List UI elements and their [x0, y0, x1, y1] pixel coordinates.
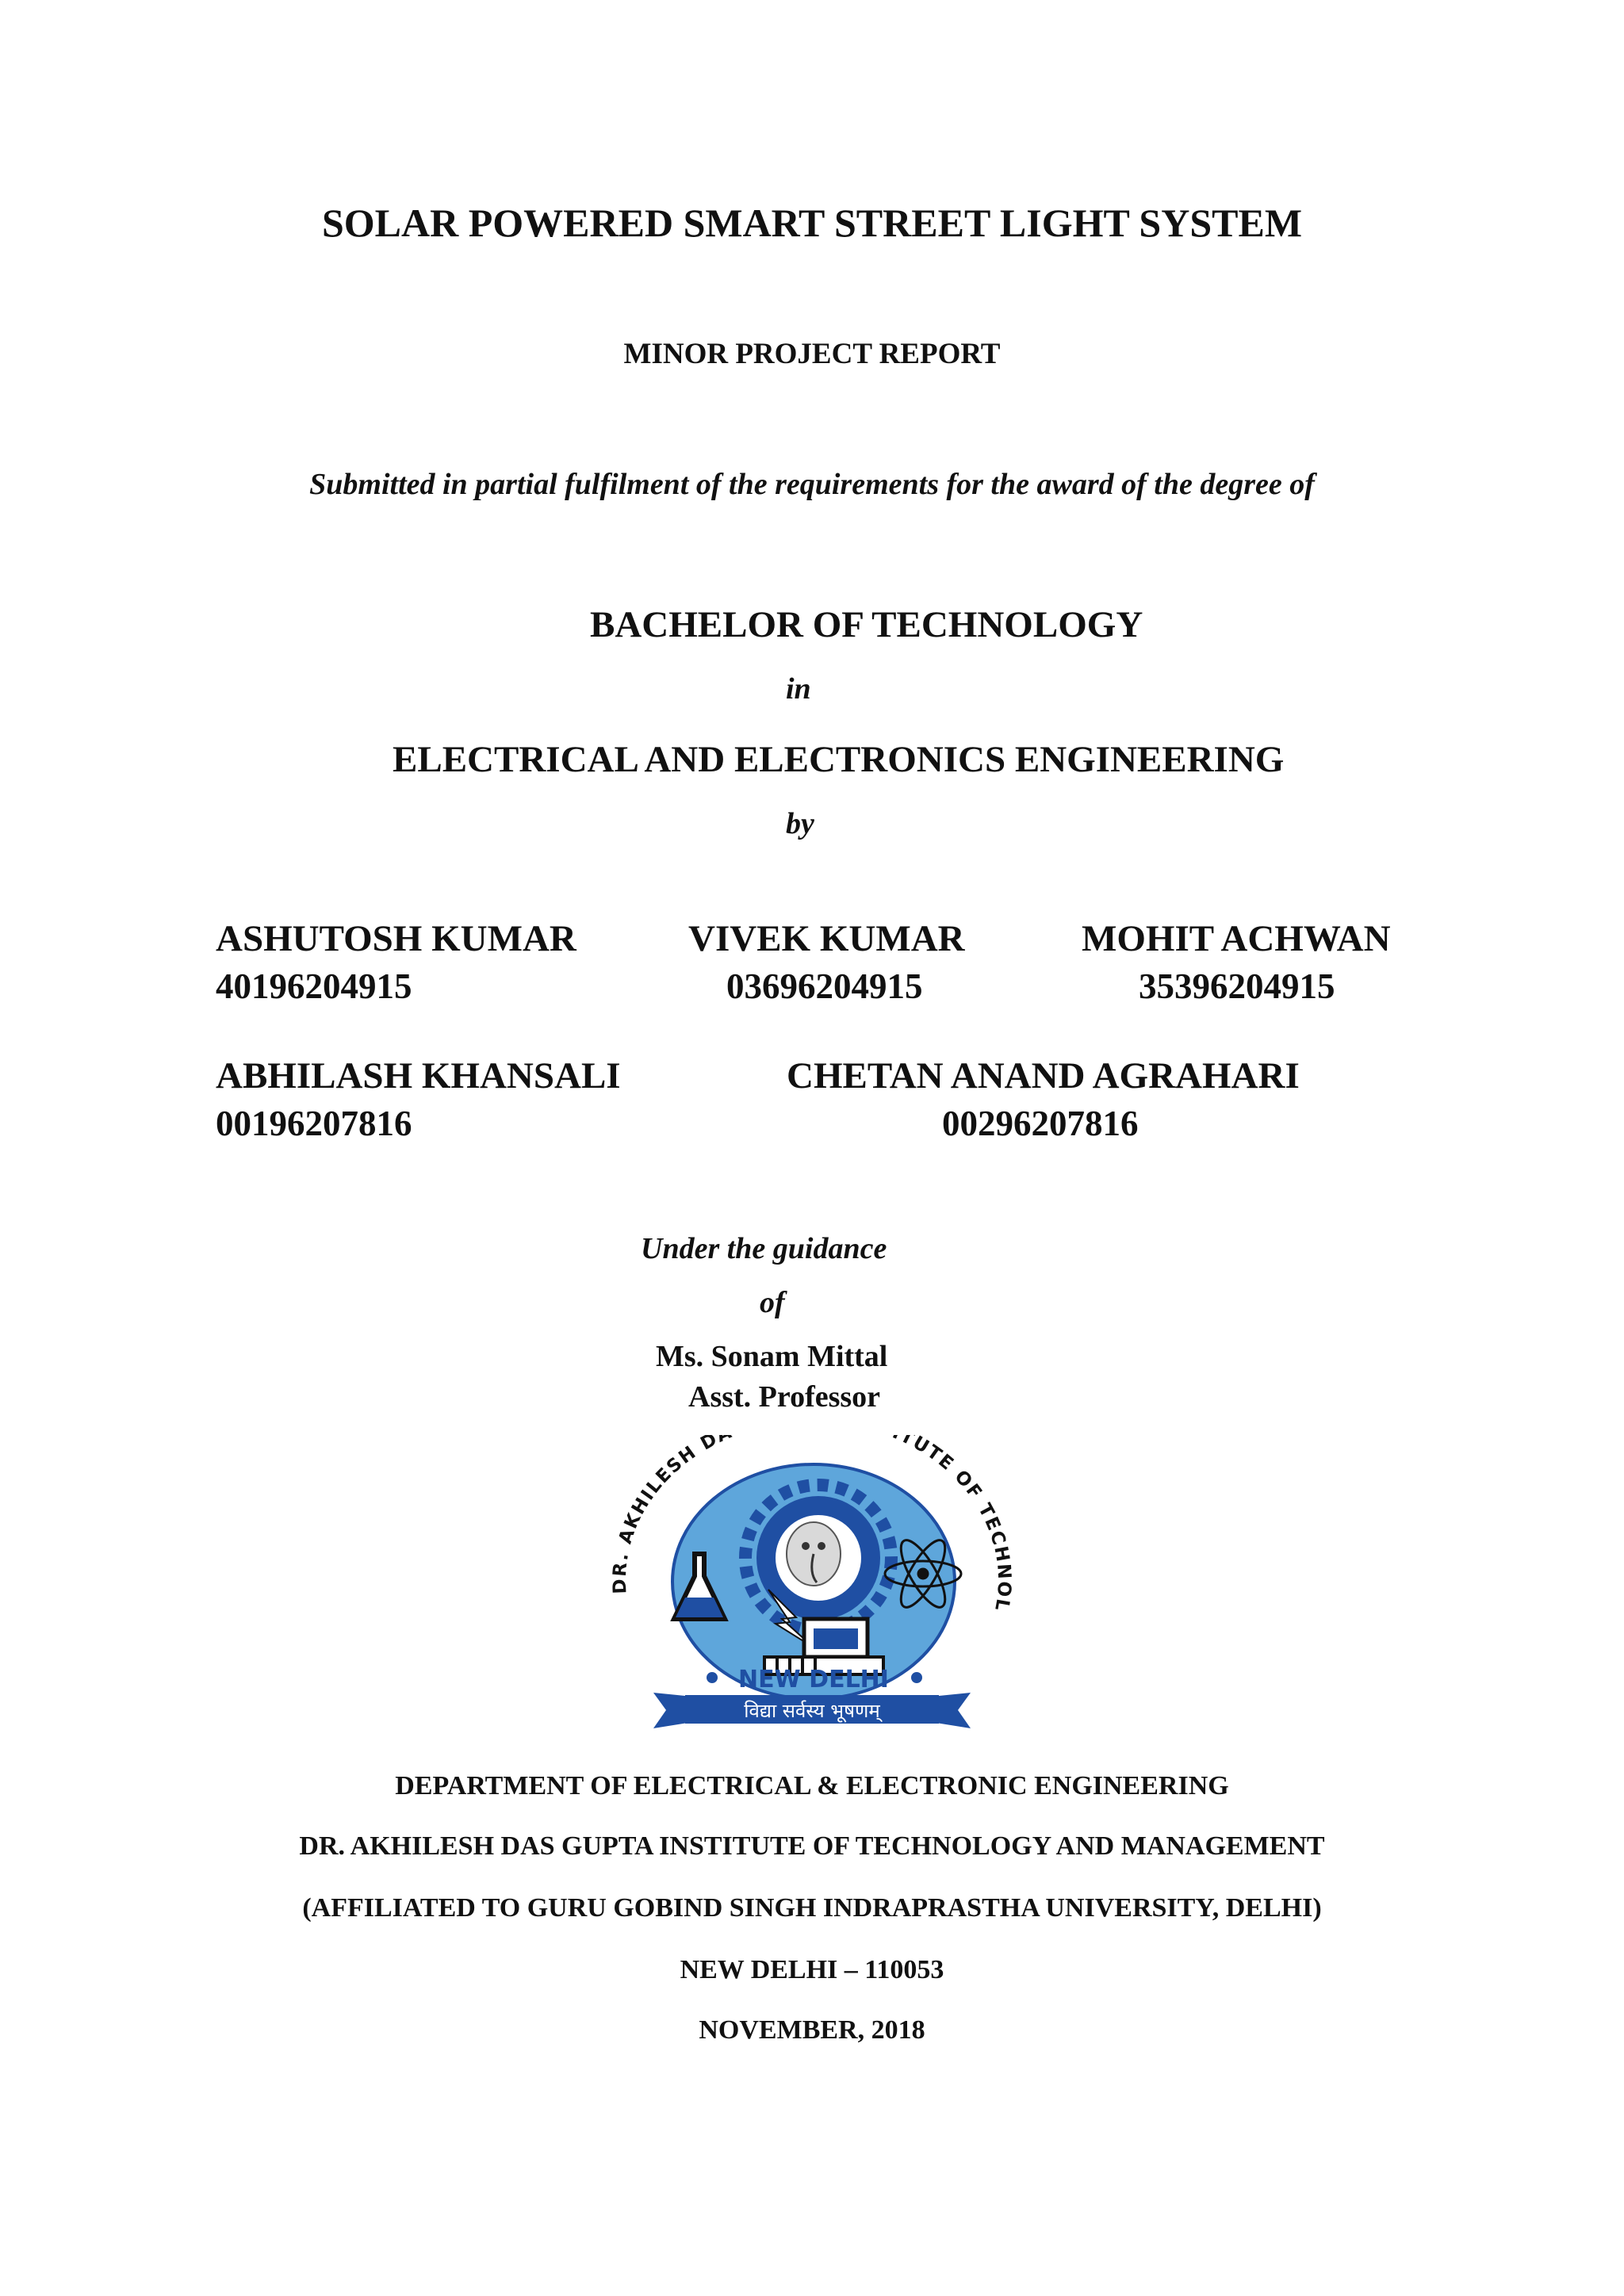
- logo-motto: विद्या सर्वस्य भूषणम्: [744, 1700, 880, 1722]
- submission-note: Submitted in partial fulfilment of the requirements for the award of the degree of: [309, 468, 1315, 501]
- institute-logo: [606, 1435, 1018, 1728]
- logo-arc-text: DR. AKHILESH D TUTE OF TECHNOL: [609, 1435, 1015, 1613]
- student-roll: 00296207816: [942, 1104, 1139, 1143]
- report-type: MINOR PROJECT REPORT: [623, 338, 1001, 370]
- by-word: by: [786, 807, 814, 840]
- department-name: DEPARTMENT OF ELECTRICAL & ELECTRONIC ENGINEERING: [395, 1771, 1229, 1800]
- guidance-line: Under the guidance: [641, 1232, 887, 1265]
- report-title: SOLAR POWERED SMART STREET LIGHT SYSTEM: [321, 201, 1303, 245]
- gear-icon: [745, 1485, 891, 1631]
- report-date: NOVEMBER, 2018: [699, 2015, 925, 2045]
- guidance-of: of: [760, 1286, 785, 1319]
- student-roll: 35396204915: [1139, 966, 1335, 1006]
- student-roll: 40196204915: [216, 966, 412, 1006]
- guide-name: Ms. Sonam Mittal: [656, 1340, 888, 1373]
- institute-logo-graphic: [606, 1435, 1018, 1728]
- branch-name: ELECTRICAL AND ELECTRONICS ENGINEERING: [393, 739, 1285, 780]
- student-name: ABHILASH KHANSALI: [216, 1055, 621, 1096]
- logo-city: NEW DELHI: [738, 1666, 889, 1693]
- student-name: CHETAN ANAND AGRAHARI: [787, 1055, 1300, 1096]
- student-roll: 00196207816: [216, 1104, 412, 1143]
- student-name: VIVEK KUMAR: [688, 918, 965, 959]
- city-pin: NEW DELHI – 110053: [680, 1955, 944, 1984]
- affiliation: (AFFILIATED TO GURU GOBIND SINGH INDRAPRASTHA UNIVERSITY, DELHI): [302, 1893, 1322, 1923]
- student-name: ASHUTOSH KUMAR: [216, 918, 576, 959]
- student-roll: 03696204915: [726, 966, 923, 1006]
- degree-name: BACHELOR OF TECHNOLOGY: [590, 604, 1143, 645]
- in-word: in: [786, 672, 811, 706]
- student-name: MOHIT ACHWAN: [1082, 918, 1391, 959]
- institute-name: DR. AKHILESH DAS GUPTA INSTITUTE OF TECHNOLOGY AND MANAGEMENT: [299, 1831, 1325, 1861]
- guide-designation: Asst. Professor: [688, 1380, 881, 1414]
